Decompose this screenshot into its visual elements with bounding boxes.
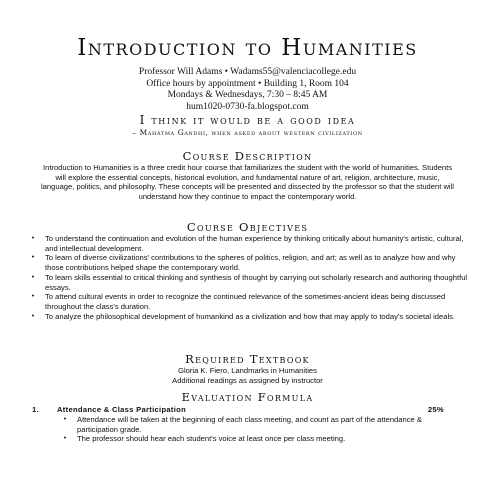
formula-item-header: [32, 405, 444, 415]
formula-detail-text: The professor should hear each student's voice at least once per class meeting.: [77, 434, 346, 444]
formula-detail-item: [60, 434, 444, 444]
objective-item: [28, 234, 468, 253]
formula-item-details: [32, 415, 444, 444]
contact-line: hum1020-0730-fa.blogspot.com: [186, 101, 309, 112]
bullet-icon: •: [31, 273, 35, 281]
contact-line: Mondays & Wednesdays, 7:30 – 8:45 AM: [167, 90, 328, 101]
formula-item-number: 1.: [32, 405, 39, 414]
textbook-line: Additional readings as assigned by instructor: [172, 375, 323, 385]
objective-text: To learn skills essential to critical thinking and synthesis of thought by carrying out scholarly research and authoring thoughtful essays.: [45, 272, 468, 292]
formula-item-label: Attendance & Class Participation: [57, 405, 187, 414]
required-textbook-heading: Required Textbook: [185, 352, 310, 366]
bullet-icon: •: [31, 312, 35, 320]
contact-line: Professor Will Adams • Wadams55@valenciacollege.edu: [138, 67, 357, 77]
contact-line: Office hours by appointment • Building 1, Room 104: [146, 78, 349, 89]
formula-detail-text: Attendance will be taken at the beginning of each class meeting, and count as part of the attendance & participation grade.: [77, 415, 422, 434]
formula-item-weight: 25%: [427, 405, 444, 414]
objective-text: To understand the continuation and evolution of the human experience by thinking critically about humanity's artistic, cultural, and intellectual development.: [45, 234, 464, 253]
objective-item: [28, 253, 468, 272]
objective-item: [28, 273, 468, 292]
evaluation-formula-heading: Evaluation Formula: [181, 390, 314, 404]
evaluation-formula-list: [32, 405, 444, 444]
objective-text: To analyze the philosophical development of humankind as a civilization and how that may apply to today's societal ideals.: [45, 311, 456, 321]
course-description-heading: Course Description: [182, 149, 313, 163]
course-description-text: Introduction to Humanities is a three credit hour course that familiarizes the student with the world of humanities. Students will explore the essential concepts, historical evolution, and fundamental nature of art, religion, architecture, music, language, politics, and philosophy. These concepts will be presented and dissected by the professor so that the student will understand how they continue to impact the contemporary world.: [41, 163, 454, 202]
course-objectives-heading: Course Objectives: [186, 220, 309, 234]
epigraph-quote: I think it would be a good idea: [139, 113, 356, 127]
formula-detail-item: [60, 415, 444, 434]
bullet-icon: •: [31, 235, 35, 242]
objective-text: To attend cultural events in order to recognize the continued relevance of the sometimes-ancient ideas being discussed throughout the class's duration.: [45, 292, 446, 311]
objective-item: [28, 312, 468, 322]
bullet-icon: •: [63, 435, 67, 443]
objective-item: [28, 292, 468, 311]
bullet-icon: •: [31, 254, 35, 262]
objective-text: To learn of diverse civilizations' contributions to the spheres of politics, religion, and art; as well as to analyze how and why those contributions helped shape the contemporary world.: [45, 253, 456, 273]
course-objectives-list: [28, 234, 468, 321]
bullet-icon: •: [63, 416, 67, 423]
page-title: Introduction to Humanities: [77, 35, 418, 61]
bullet-icon: •: [31, 293, 35, 301]
contact-info: [0, 67, 495, 113]
textbook-line: Gloria K. Fiero, Landmarks in Humanities: [178, 366, 317, 375]
epigraph-attribution: – Mahatma Gandhi, when asked about western civilization: [132, 128, 363, 137]
required-textbook-info: [0, 366, 495, 385]
